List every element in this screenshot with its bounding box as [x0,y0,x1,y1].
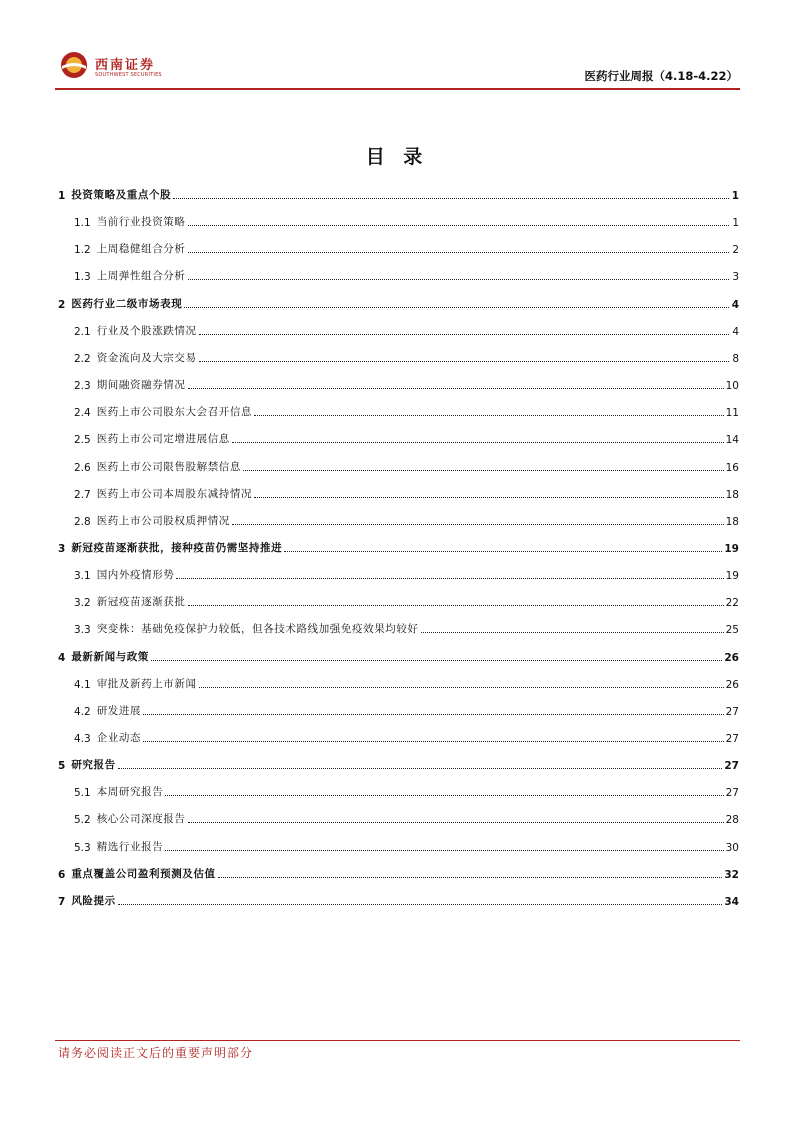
toc-entry[interactable] [58,372,739,392]
toc-entry-label: 医药上市公司本周股东减持情况 [96,487,253,500]
toc-dot-leader [188,224,729,226]
toc-entry-number: 4.3 [74,733,91,745]
toc-entry-number: 1.2 [74,244,91,257]
toc-dot-leader [118,767,723,769]
toc-dot-leader [118,903,723,905]
toc-entry-page: 27 [725,705,739,718]
toc-entry-number: 7 [58,895,66,908]
toc-entry-page: 28 [725,814,739,827]
toc-dot-leader [421,631,724,633]
toc-entry-number: 1.3 [74,271,91,284]
toc-entry[interactable] [58,806,739,826]
toc-entry[interactable] [58,318,739,338]
toc-entry-label: 本周研究报告 [96,786,164,799]
toc-entry[interactable] [58,779,739,799]
toc-entry-label: 核心公司深度报告 [96,813,186,826]
toc-entry-number: 5 [58,760,66,773]
toc-dot-leader [165,849,723,851]
toc-entry-page: 32 [724,868,739,881]
toc-entry-number: 1.1 [74,217,91,230]
toc-entry[interactable] [58,752,739,772]
logo-emblem-icon [59,50,89,80]
toc-entry[interactable] [58,834,739,854]
toc-entry-page: 1 [731,190,739,202]
toc-entry-label: 企业动态 [96,732,142,744]
toc-entry-label: 医药上市公司限售股解禁信息 [96,460,242,473]
toc-entry-label: 医药上市公司股权质押情况 [96,514,230,527]
toc-dot-leader [254,414,724,416]
toc-entry-page: 4 [732,325,739,338]
toc-dot-leader [188,821,724,823]
toc-entry-label: 新冠疫苗逐渐获批，接种疫苗仍需坚持推进 [71,541,283,554]
toc-entry-number: 4 [58,651,66,664]
toc-entry[interactable] [58,508,739,528]
toc-entry-number: 3.2 [74,597,91,610]
toc-entry-label: 国内外疫情形势 [96,569,175,582]
toc-entry[interactable] [58,861,739,881]
page-header [55,44,740,90]
toc-entry-label: 投资策略及重点个股 [71,189,172,201]
toc-dot-leader [188,387,724,389]
report-title: 医药行业周报（4.18-4.22） [584,69,738,83]
toc-entry-label: 重点覆盖公司盈利预测及估值 [71,867,216,880]
header-divider [55,88,740,90]
toc-entry-label: 资金流向及大宗交易 [96,351,197,364]
toc-entry[interactable] [58,182,739,202]
toc-entry-page: 18 [725,515,739,528]
toc-dot-leader [188,604,724,606]
toc-entry[interactable] [58,209,739,229]
toc-entry-page: 22 [725,597,739,610]
toc-entry-number: 2.7 [74,488,91,501]
toc-entry-page: 25 [725,624,739,637]
toc-entry-page: 27 [725,787,739,800]
toc-entry-label: 当前行业投资策略 [96,216,186,229]
toc-entry-page: 8 [732,352,739,365]
toc-dot-leader [173,197,729,199]
toc-dot-leader [254,496,724,498]
toc-entry-page: 18 [725,488,739,501]
toc-entry[interactable] [58,291,739,311]
toc-entry-label: 行业及个股涨跌情况 [96,324,197,337]
toc-entry-number: 5.1 [74,787,91,800]
toc-entry[interactable] [58,644,739,664]
toc-entry-page: 3 [732,271,739,284]
toc-entry-number: 6 [58,868,66,881]
toc-entry-number: 2.2 [74,352,91,365]
toc-entry-number: 5.3 [74,841,91,854]
toc-entry-label: 最新新闻与政策 [71,650,150,663]
toc-entry-number: 2.6 [74,461,91,474]
toc-entry[interactable] [58,399,739,419]
toc-entry-number: 2.3 [74,380,91,393]
toc-dot-leader [199,686,724,688]
toc-dot-leader [143,740,724,742]
toc-entry-page: 27 [724,760,739,773]
toc-dot-leader [199,333,729,335]
toc-entry-label: 上周稳健组合分析 [96,243,186,256]
toc-entry-number: 1 [58,190,66,202]
toc-dot-leader [176,577,723,579]
toc-entry-label: 医药上市公司股东大会召开信息 [96,406,253,419]
toc-entry-number: 5.2 [74,814,91,827]
toc-entry-label: 新冠疫苗逐渐获批 [96,596,186,609]
toc-heading: 目 录 [365,146,429,168]
toc-entry-page: 26 [725,678,739,691]
toc-entry-number: 2.1 [74,325,91,338]
toc-entry-label: 医药行业二级市场表现 [71,297,183,310]
toc-entry[interactable] [58,481,739,501]
toc-entry-page: 16 [725,461,739,474]
toc-entry-page: 14 [725,434,739,447]
company-logo [55,48,165,84]
toc-entry-number: 3 [58,542,66,555]
toc-dot-leader [188,278,729,280]
toc-entry-number: 2 [58,298,66,311]
toc-entry[interactable] [58,698,739,718]
toc-dot-leader [184,306,729,308]
toc-entry-page: 30 [725,841,739,854]
toc-dot-leader [199,360,729,362]
toc-dot-leader [143,713,724,715]
toc-entry-number: 3.3 [74,624,91,637]
toc-entry-label: 突变株：基础免疫保护力较低，但各技术路线加强免疫效果均较好 [96,623,419,636]
toc-entry-label: 医药上市公司定增进展信息 [96,433,230,446]
toc-entry-label: 期间融资融券情况 [96,379,186,392]
toc-entry-label: 审批及新药上市新闻 [96,677,197,690]
toc-entry-label: 研究报告 [71,759,116,772]
toc-entry-page: 10 [725,380,739,393]
toc-entry[interactable] [58,426,739,446]
toc-entry-number: 2.4 [74,407,91,420]
toc-entry[interactable] [58,263,739,283]
toc-entry-number: 2.5 [74,434,91,447]
toc-entry[interactable] [58,589,739,609]
toc-dot-leader [232,441,724,443]
toc-dot-leader [218,876,723,878]
toc-entry-page: 26 [724,651,739,664]
toc-entry[interactable] [58,671,739,691]
toc-entry-page: 19 [725,570,739,583]
toc-entry-page: 1 [732,217,739,230]
footer-divider [55,1040,740,1041]
toc-dot-leader [284,550,722,552]
toc-entry-page: 11 [725,407,739,420]
toc-entry-number: 4.1 [74,678,91,691]
toc-dot-leader [232,523,724,525]
toc-entry[interactable] [58,888,739,908]
footer-disclaimer: 请务必阅读正文后的重要声明部分 [58,1046,254,1060]
logo-text-cn: 西南证券 [95,58,156,73]
toc-entry-page: 27 [725,733,739,745]
toc-entry-page: 2 [732,244,739,257]
logo-text-en: SOUTHWEST SECURITIES [95,72,162,78]
toc-entry-label: 精选行业报告 [96,840,164,853]
toc-entry-number: 2.8 [74,515,91,528]
toc-dot-leader [243,469,724,471]
toc-entry-page: 19 [724,542,739,555]
toc-dot-leader [188,251,729,253]
toc-entry[interactable] [58,454,739,474]
toc-entry-label: 风险提示 [71,894,116,907]
toc-entry[interactable] [58,616,739,636]
toc-entry-label: 上周弹性组合分析 [96,270,186,283]
toc-entry-number: 3.1 [74,570,91,583]
toc-entry[interactable] [58,725,739,745]
toc-entry-label: 研发进展 [96,704,142,717]
toc-dot-leader [151,659,722,661]
toc-entry[interactable] [58,236,739,256]
toc-entry-page: 4 [731,298,739,311]
toc-entry-number: 4.2 [74,705,91,718]
toc-entry[interactable] [58,345,739,365]
toc-entry[interactable] [58,535,739,555]
toc-entry[interactable] [58,562,739,582]
toc-entry-page: 34 [724,895,739,908]
toc-dot-leader [165,794,723,796]
